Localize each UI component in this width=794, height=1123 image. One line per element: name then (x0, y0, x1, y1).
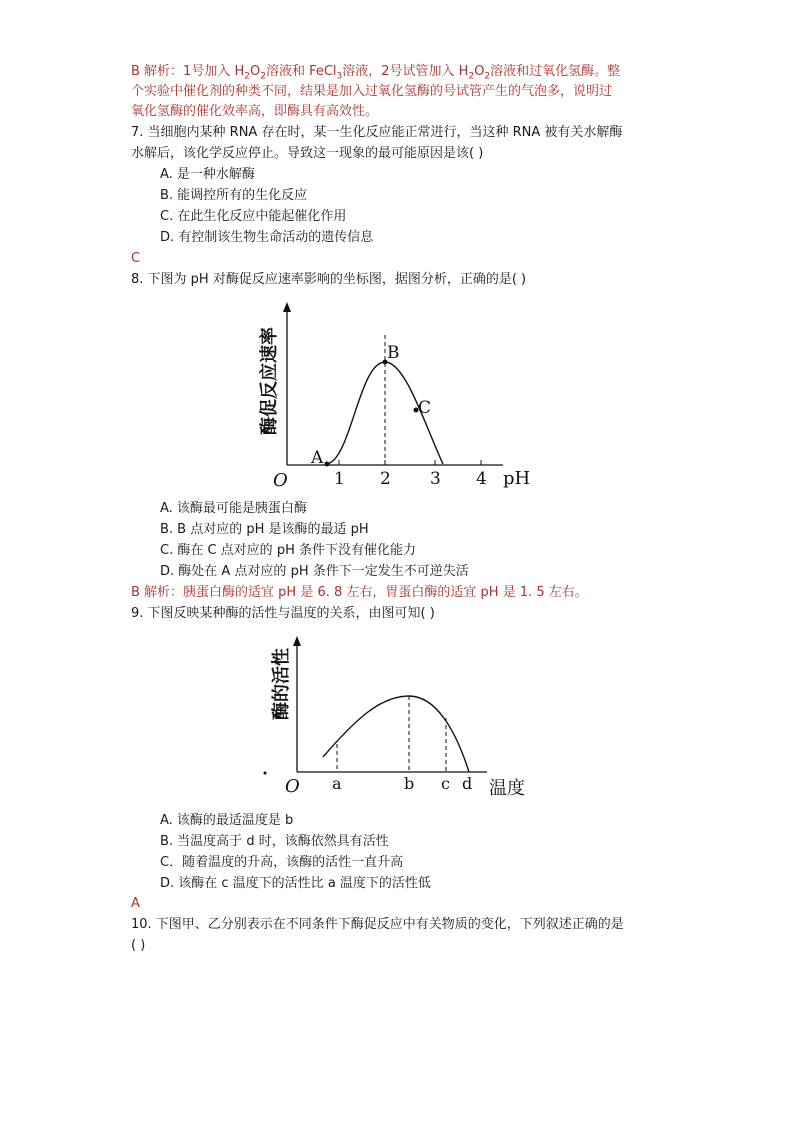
q8-option-a: A. 该酶最可能是胰蛋白酶 (160, 501, 307, 516)
q7-option-c: C. 在此生化反应中能起催化作用 (160, 209, 347, 224)
q9-stem: 9. 下图反映某种酶的活性与温度的关系，由图可知( ) (131, 606, 435, 621)
q9-activity-curve (323, 696, 469, 772)
q9-y-axis-arrow (293, 636, 301, 646)
q9-temperature-chart (255, 632, 535, 802)
q7-stem-line-2: 水解后，该化学反应停止。导致这一现象的最可能原因是该( ) (131, 146, 484, 161)
q8-tick-label-1: 1 (334, 469, 345, 489)
q8-option-d: D. 酶处在 A 点对应的 pH 条件下一定发生不可逆失活 (160, 564, 469, 579)
q9-tick-label-a: a (332, 774, 342, 793)
q9-stray-dot (264, 772, 267, 775)
q6-explanation-line-2: 个实验中催化剂的种类不同，结果是加入过氧化氢酶的号试管产生的气泡多，说明过 (131, 84, 613, 99)
q6-explanation-line-3: 氧化氢酶的催化效率高，即酶具有高效性。 (131, 104, 379, 119)
q8-tick-label-2: 2 (380, 469, 391, 489)
q8-label-b: B (387, 343, 400, 363)
q7-stem-line-1: 7. 当细胞内某种 RNA 存在时，某一生化反应能正常进行，当这种 RNA 被有关水解酶 (131, 125, 623, 140)
q8-point-a (325, 462, 330, 467)
q9-option-b: B. 当温度高于 d 时，该酶依然具有活性 (160, 834, 389, 849)
q9-tick-label-b: b (404, 774, 415, 793)
q9-option-d: D. 该酶在 c 温度下的活性比 a 温度下的活性低 (160, 876, 431, 891)
q9-option-a: A. 该酶的最适温度是 b (160, 813, 294, 828)
q8-y-axis-label: 酶促反应速率 (259, 327, 280, 435)
q8-stem: 8. 下图为 pH 对酶促反应速率影响的坐标图，据图分析，正确的是( ) (131, 272, 527, 287)
q9-tick-label-d: d (462, 774, 473, 793)
q8-tick-label-3: 3 (430, 469, 441, 489)
q8-label-c: C (418, 398, 432, 418)
q9-option-c: C．随着温度的升高，该酶的活性一直升高 (160, 855, 404, 870)
q7-answer: C (131, 251, 141, 266)
q6-explanation-line-1: B 解析：1号加入 $H_2O_2$溶液和 FeCl$_3$溶液，2号试管加入 $H_2O_2$溶液和过氧化氢酶。整 (131, 64, 621, 82)
q8-x-axis-label: pH (503, 468, 531, 489)
q9-tick-label-c: c (441, 774, 450, 793)
q8-answer-explanation: B 解析：胰蛋白酶的适宜 pH 是 6. 8 左右，胃蛋白酶的适宜 pH 是 1. 5 左右。 (131, 585, 588, 600)
q8-ph-chart (255, 300, 545, 495)
q8-option-b: B. B 点对应的 pH 是该酶的最适 pH (160, 522, 369, 537)
q10-stem-line-2: ( ) (131, 938, 146, 953)
q10-stem-line-1: 10. 下图甲、乙分别表示在不同条件下酶促反应中有关物质的变化，下列叙述正确的是 (131, 917, 624, 932)
q9-answer: A (131, 896, 140, 911)
q8-tick-label-4: 4 (476, 469, 487, 489)
q9-y-axis-label: 酶的活性 (271, 648, 292, 720)
q9-x-axis-label: 温度 (489, 778, 525, 799)
q8-origin: O (273, 470, 288, 491)
q9-origin: O (285, 776, 300, 797)
q7-option-a: A. 是一种水解酶 (160, 167, 255, 182)
q8-label-a: A (311, 448, 324, 468)
q7-option-b: B. 能调控所有的生化反应 (160, 188, 308, 203)
q8-option-c: C. 酶在 C 点对应的 pH 条件下没有催化能力 (160, 543, 416, 558)
q7-option-d: D. 有控制该生物生命活动的遗传信息 (160, 230, 374, 245)
q8-y-axis-arrow (283, 302, 291, 312)
